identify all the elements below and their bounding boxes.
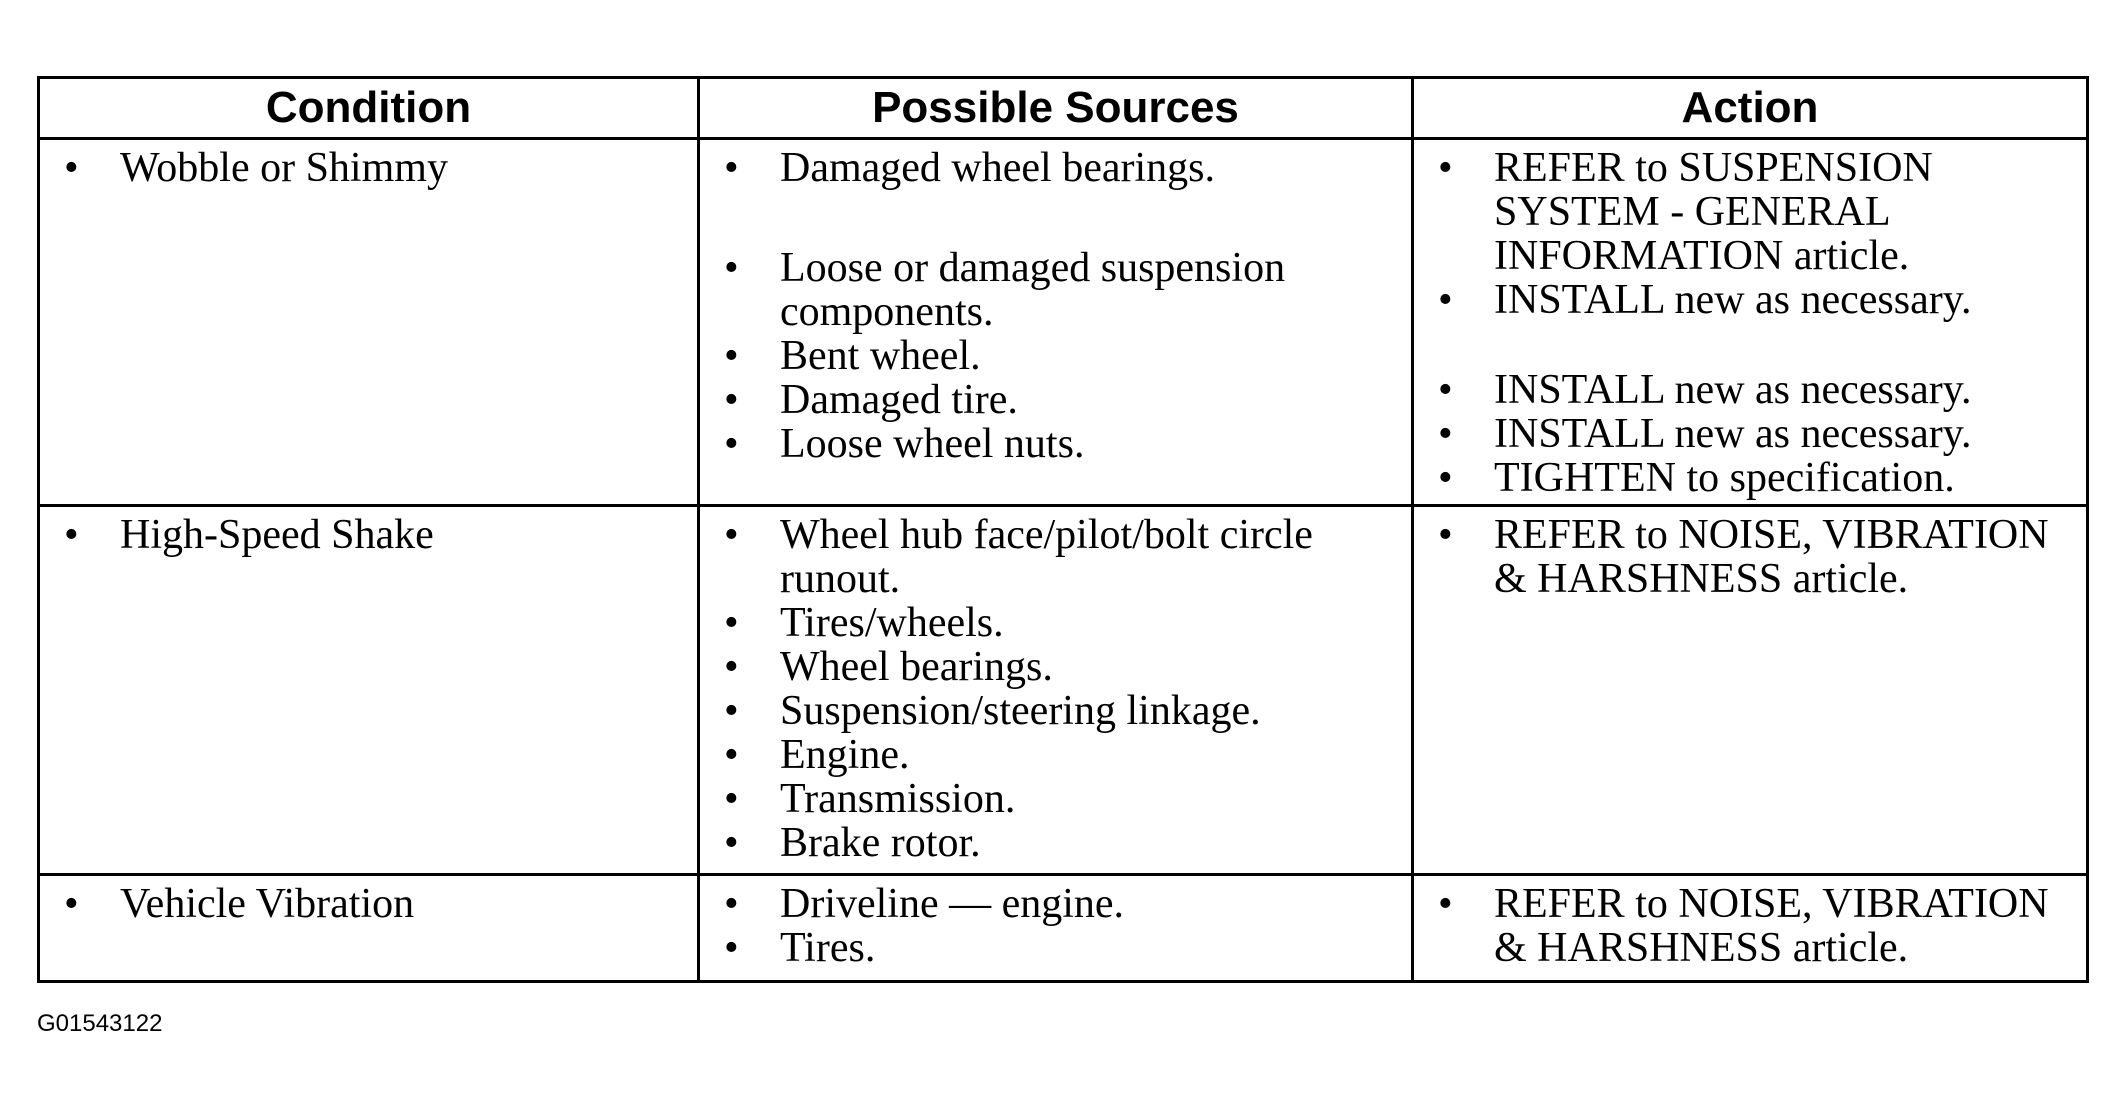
source-item: • Wheel hub face/pilot/bolt circle runout.	[714, 513, 1397, 601]
action-cell	[1413, 139, 2088, 506]
header-action: Action	[1413, 78, 2088, 139]
source-item: • Suspension/steering linkage.	[714, 689, 1397, 733]
header-row	[39, 78, 2088, 139]
source-item: • Bent wheel.	[714, 334, 1397, 378]
source-item: • Loose wheel nuts.	[714, 422, 1397, 466]
action-item: • REFER to NOISE, VIBRATION & HARSHNESS article.	[1428, 513, 2072, 601]
source-item: • Engine.	[714, 733, 1397, 777]
action-item: • REFER to NOISE, VIBRATION & HARSHNESS article.	[1428, 882, 2072, 970]
action-item: • INSTALL new as necessary.	[1428, 278, 2072, 322]
header-possible-sources: Possible Sources	[699, 78, 1413, 139]
action-cell	[1413, 506, 2088, 875]
condition-cell	[39, 139, 699, 506]
source-item: • Tires.	[714, 926, 1397, 970]
action-item: • INSTALL new as necessary.	[1428, 368, 2072, 412]
source-item: • Transmission.	[714, 777, 1397, 821]
diagnosis-table	[37, 76, 2089, 983]
source-item: • Wheel bearings.	[714, 645, 1397, 689]
source-item: • Loose or damaged suspension components.	[714, 246, 1397, 334]
source-item: • Driveline — engine.	[714, 882, 1397, 926]
condition-item: • High-Speed Shake	[54, 513, 683, 557]
condition-cell	[39, 506, 699, 875]
sources-cell	[699, 139, 1413, 506]
source-item: • Damaged tire.	[714, 378, 1397, 422]
condition-cell	[39, 875, 699, 982]
source-item: • Tires/wheels.	[714, 601, 1397, 645]
table-row	[39, 139, 2088, 506]
sources-cell	[699, 875, 1413, 982]
source-item: • Damaged wheel bearings.	[714, 146, 1397, 190]
source-item: • Brake rotor.	[714, 821, 1397, 865]
condition-item: • Wobble or Shimmy	[54, 146, 683, 190]
header-condition: Condition	[39, 78, 699, 139]
figure-id: G01543122	[37, 1010, 163, 1037]
action-item: • TIGHTEN to specification.	[1428, 456, 2072, 500]
sources-cell	[699, 506, 1413, 875]
condition-item: • Vehicle Vibration	[54, 882, 683, 926]
action-item: • REFER to SUSPENSION SYSTEM - GENERAL INFORMATION article.	[1428, 146, 2072, 278]
table-row	[39, 875, 2088, 982]
action-item: • INSTALL new as necessary.	[1428, 412, 2072, 456]
table-row	[39, 506, 2088, 875]
action-cell	[1413, 875, 2088, 982]
